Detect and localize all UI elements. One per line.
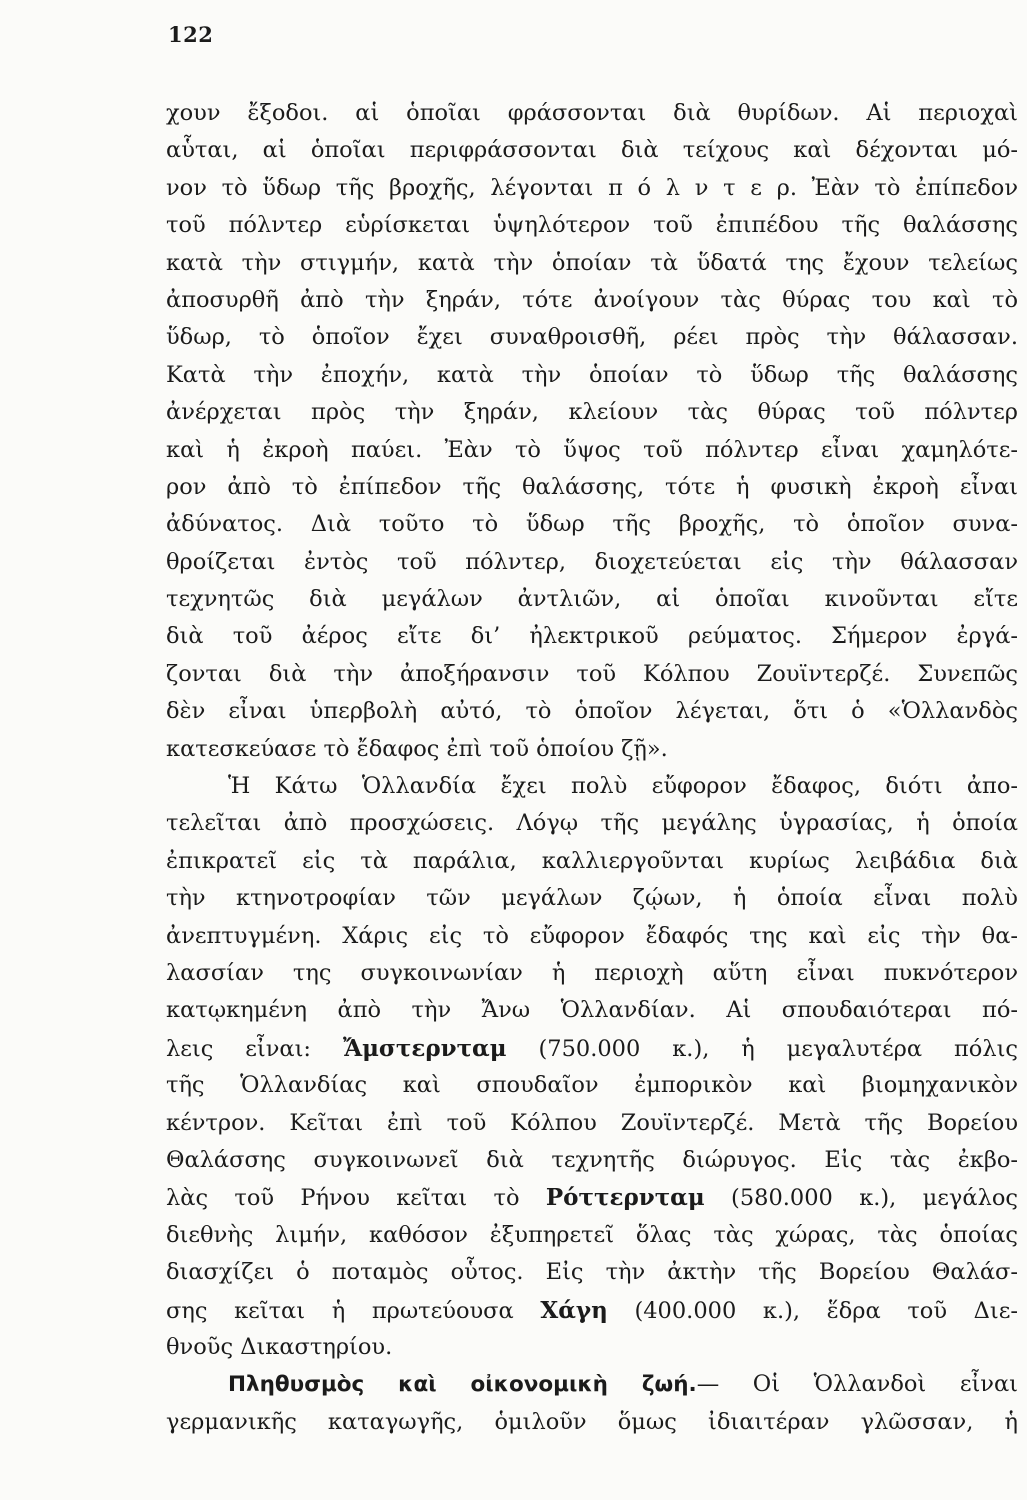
text-line: κατὰ τὴν στιγμήν, κατὰ τὴν ὁποίαν τὰ ὕδατά της ἔχουν τελείως <box>166 249 1018 276</box>
text-line <box>166 1292 1018 1329</box>
text-line: διεθνὴς λιμήν, καθόσον ἐξυπηρετεῖ ὅλας τὰς χώρας, τὰς ὁποίας <box>166 1221 1018 1248</box>
text-line: τοῦ πόλντερ εὑρίσκεται ὑψηλότερον τοῦ ἐπιπέδου τῆς θαλάσσης <box>166 212 1018 239</box>
text-line: Ἡ Κάτω Ὁλλανδία ἔχει πολὺ εὔφορον ἔδαφος, διότι ἀπο- <box>228 773 1018 800</box>
text-line: γερμανικῆς καταγωγῆς, ὁμιλοῦν ὅμως ἰδιαιτέραν γλῶσσαν, ἡ <box>166 1408 1018 1435</box>
text-line: αὗται, αἱ ὁποῖαι περιφράσσονται διὰ τείχους καὶ δέχονται μό- <box>166 137 1018 164</box>
text-line: ρον ἀπὸ τὸ ἐπίπεδον τῆς θαλάσσης, τότε ἡ φυσικὴ ἐκροὴ εἶναι <box>166 473 1018 500</box>
text-line: νον τὸ ὕδωρ τῆς βροχῆς, λέγονται π ό λ ν τ ε ρ. Ἐὰν τὸ ἐπίπεδον <box>166 174 1018 201</box>
text-fragment: (750.000 κ.), ἡ μεγαλυτέρα πόλις <box>506 1035 1019 1062</box>
paragraph-polders <box>166 95 1018 768</box>
text-line: τεχνητῶς διὰ μεγάλων ἀντλιῶν, αἱ ὁποῖαι κινοῦνται εἴτε <box>166 586 1018 613</box>
text-line: ὕδωρ, τὸ ὁποῖον ἔχει συναθροισθῆ, ρέει πρὸς τὴν θάλασσαν. <box>166 324 1018 351</box>
text-fragment: λεις εἶναι: <box>166 1035 343 1062</box>
section-heading: Πληθυσμὸς καὶ οἰκονομικὴ ζωή. <box>228 1372 697 1398</box>
text-line <box>166 1030 1018 1067</box>
text-line: λασσίαν της συγκοινωνίαν ἡ περιοχὴ αὕτη εἶναι πυκνότερον <box>166 959 1018 986</box>
text-line: θροίζεται ἐντὸς τοῦ πόλντερ, διοχετεύεται εἰς τὴν θάλασσαν <box>166 548 1018 575</box>
paragraph-population <box>166 1366 1018 1441</box>
paragraph-lower-holland <box>166 768 1018 1366</box>
text-fragment: λὰς τοῦ Ρήνου κεῖται τὸ <box>166 1185 546 1212</box>
text-fragment: (400.000 κ.), ἕδρα τοῦ Διε- <box>607 1297 1018 1324</box>
text-fragment: σης κεῖται ἡ πρωτεύουσα <box>166 1297 541 1324</box>
text-line: κατῳκημένη ἀπὸ τὴν Ἄνω Ὁλλανδίαν. Αἱ σπουδαιότεραι πό- <box>166 997 1018 1024</box>
text-line: ἀνέρχεται πρὸς τὴν ξηράν, κλείουν τὰς θύρας τοῦ πόλντερ <box>166 399 1018 426</box>
text-line: ἐπικρατεῖ εἰς τὰ παράλια, καλλιεργοῦνται κυρίως λειβάδια διὰ <box>166 847 1018 874</box>
text-line: διασχίζει ὁ ποταμὸς οὗτος. Εἰς τὴν ἀκτὴν τῆς Βορείου Θαλάσ- <box>166 1259 1018 1286</box>
text-line: τὴν κτηνοτροφίαν τῶν μεγάλων ζῴων, ἡ ὁποία εἶναι πολὺ <box>166 885 1018 912</box>
text-line: Κατὰ τὴν ἐποχήν, κατὰ τὴν ὁποίαν τὸ ὕδωρ τῆς θαλάσσης <box>166 361 1018 388</box>
text-line: κέντρον. Κεῖται ἐπὶ τοῦ Κόλπου Ζουϊντερζέ. Μετὰ τῆς Βορείου <box>166 1109 1018 1136</box>
text-line <box>166 1179 1018 1216</box>
page-number: 122 <box>168 22 214 47</box>
city-hague: Χάγη <box>540 1296 608 1324</box>
text-line: τελεῖται ἀπὸ προσχώσεις. Λόγῳ τῆς μεγάλης ὑγρασίας, ἡ ὁποία <box>166 810 1018 837</box>
page-body <box>166 95 1018 1441</box>
text-line: κατεσκεύασε τὸ ἔδαφος ἐπὶ τοῦ ὁποίου ζῇ». <box>166 735 668 762</box>
text-fragment: (580.000 κ.), μεγάλος <box>704 1185 1018 1212</box>
text-line: ἀδύνατος. Διὰ τοῦτο τὸ ὕδωρ τῆς βροχῆς, τὸ ὁποῖον συνα- <box>166 511 1018 538</box>
text-line: Θαλάσσης συγκοινωνεῖ διὰ τεχνητῆς διώρυγος. Εἰς τὰς ἐκβο- <box>166 1146 1018 1173</box>
text-fragment: — Οἱ Ὁλλανδοὶ εἶναι <box>696 1371 1019 1398</box>
text-line: δὲν εἶναι ὑπερβολὴ αὐτό, τὸ ὁποῖον λέγεται, ὅτι ὁ «Ὁλλανδὸς <box>166 698 1018 725</box>
text-line: χουν ἔξοδοι. αἱ ὁποῖαι φράσσονται διὰ θυρίδων. Αἱ περιοχαὶ <box>166 100 1018 126</box>
text-line <box>166 1366 1018 1403</box>
city-amsterdam: Ἄμστερνταμ <box>342 1034 507 1062</box>
text-line: τῆς Ὁλλανδίας καὶ σπουδαῖον ἐμπορικὸν καὶ βιομηχανικὸν <box>166 1072 1018 1099</box>
text-line: διὰ τοῦ ἀέρος εἴτε δι’ ἠλεκτρικοῦ ρεύματος. Σήμερον ἐργά- <box>166 623 1018 650</box>
text-line: ζονται διὰ τὴν ἀποξήρανσιν τοῦ Κόλπου Ζουϊντερζέ. Συνεπῶς <box>166 660 1018 687</box>
text-line: ἀνεπτυγμένη. Χάρις εἰς τὸ εὔφορον ἔδαφός της καὶ εἰς τὴν θα- <box>166 922 1018 949</box>
city-rotterdam: Ρόττερνταμ <box>545 1184 705 1212</box>
text-line: θνοῦς Δικαστηρίου. <box>166 1333 393 1360</box>
text-line: καὶ ἡ ἐκροὴ παύει. Ἐὰν τὸ ὕψος τοῦ πόλντερ εἶναι χαμηλότε- <box>166 436 1018 463</box>
text-line: ἀποσυρθῆ ἀπὸ τὴν ξηράν, τότε ἀνοίγουν τὰς θύρας του καὶ τὸ <box>166 286 1018 313</box>
